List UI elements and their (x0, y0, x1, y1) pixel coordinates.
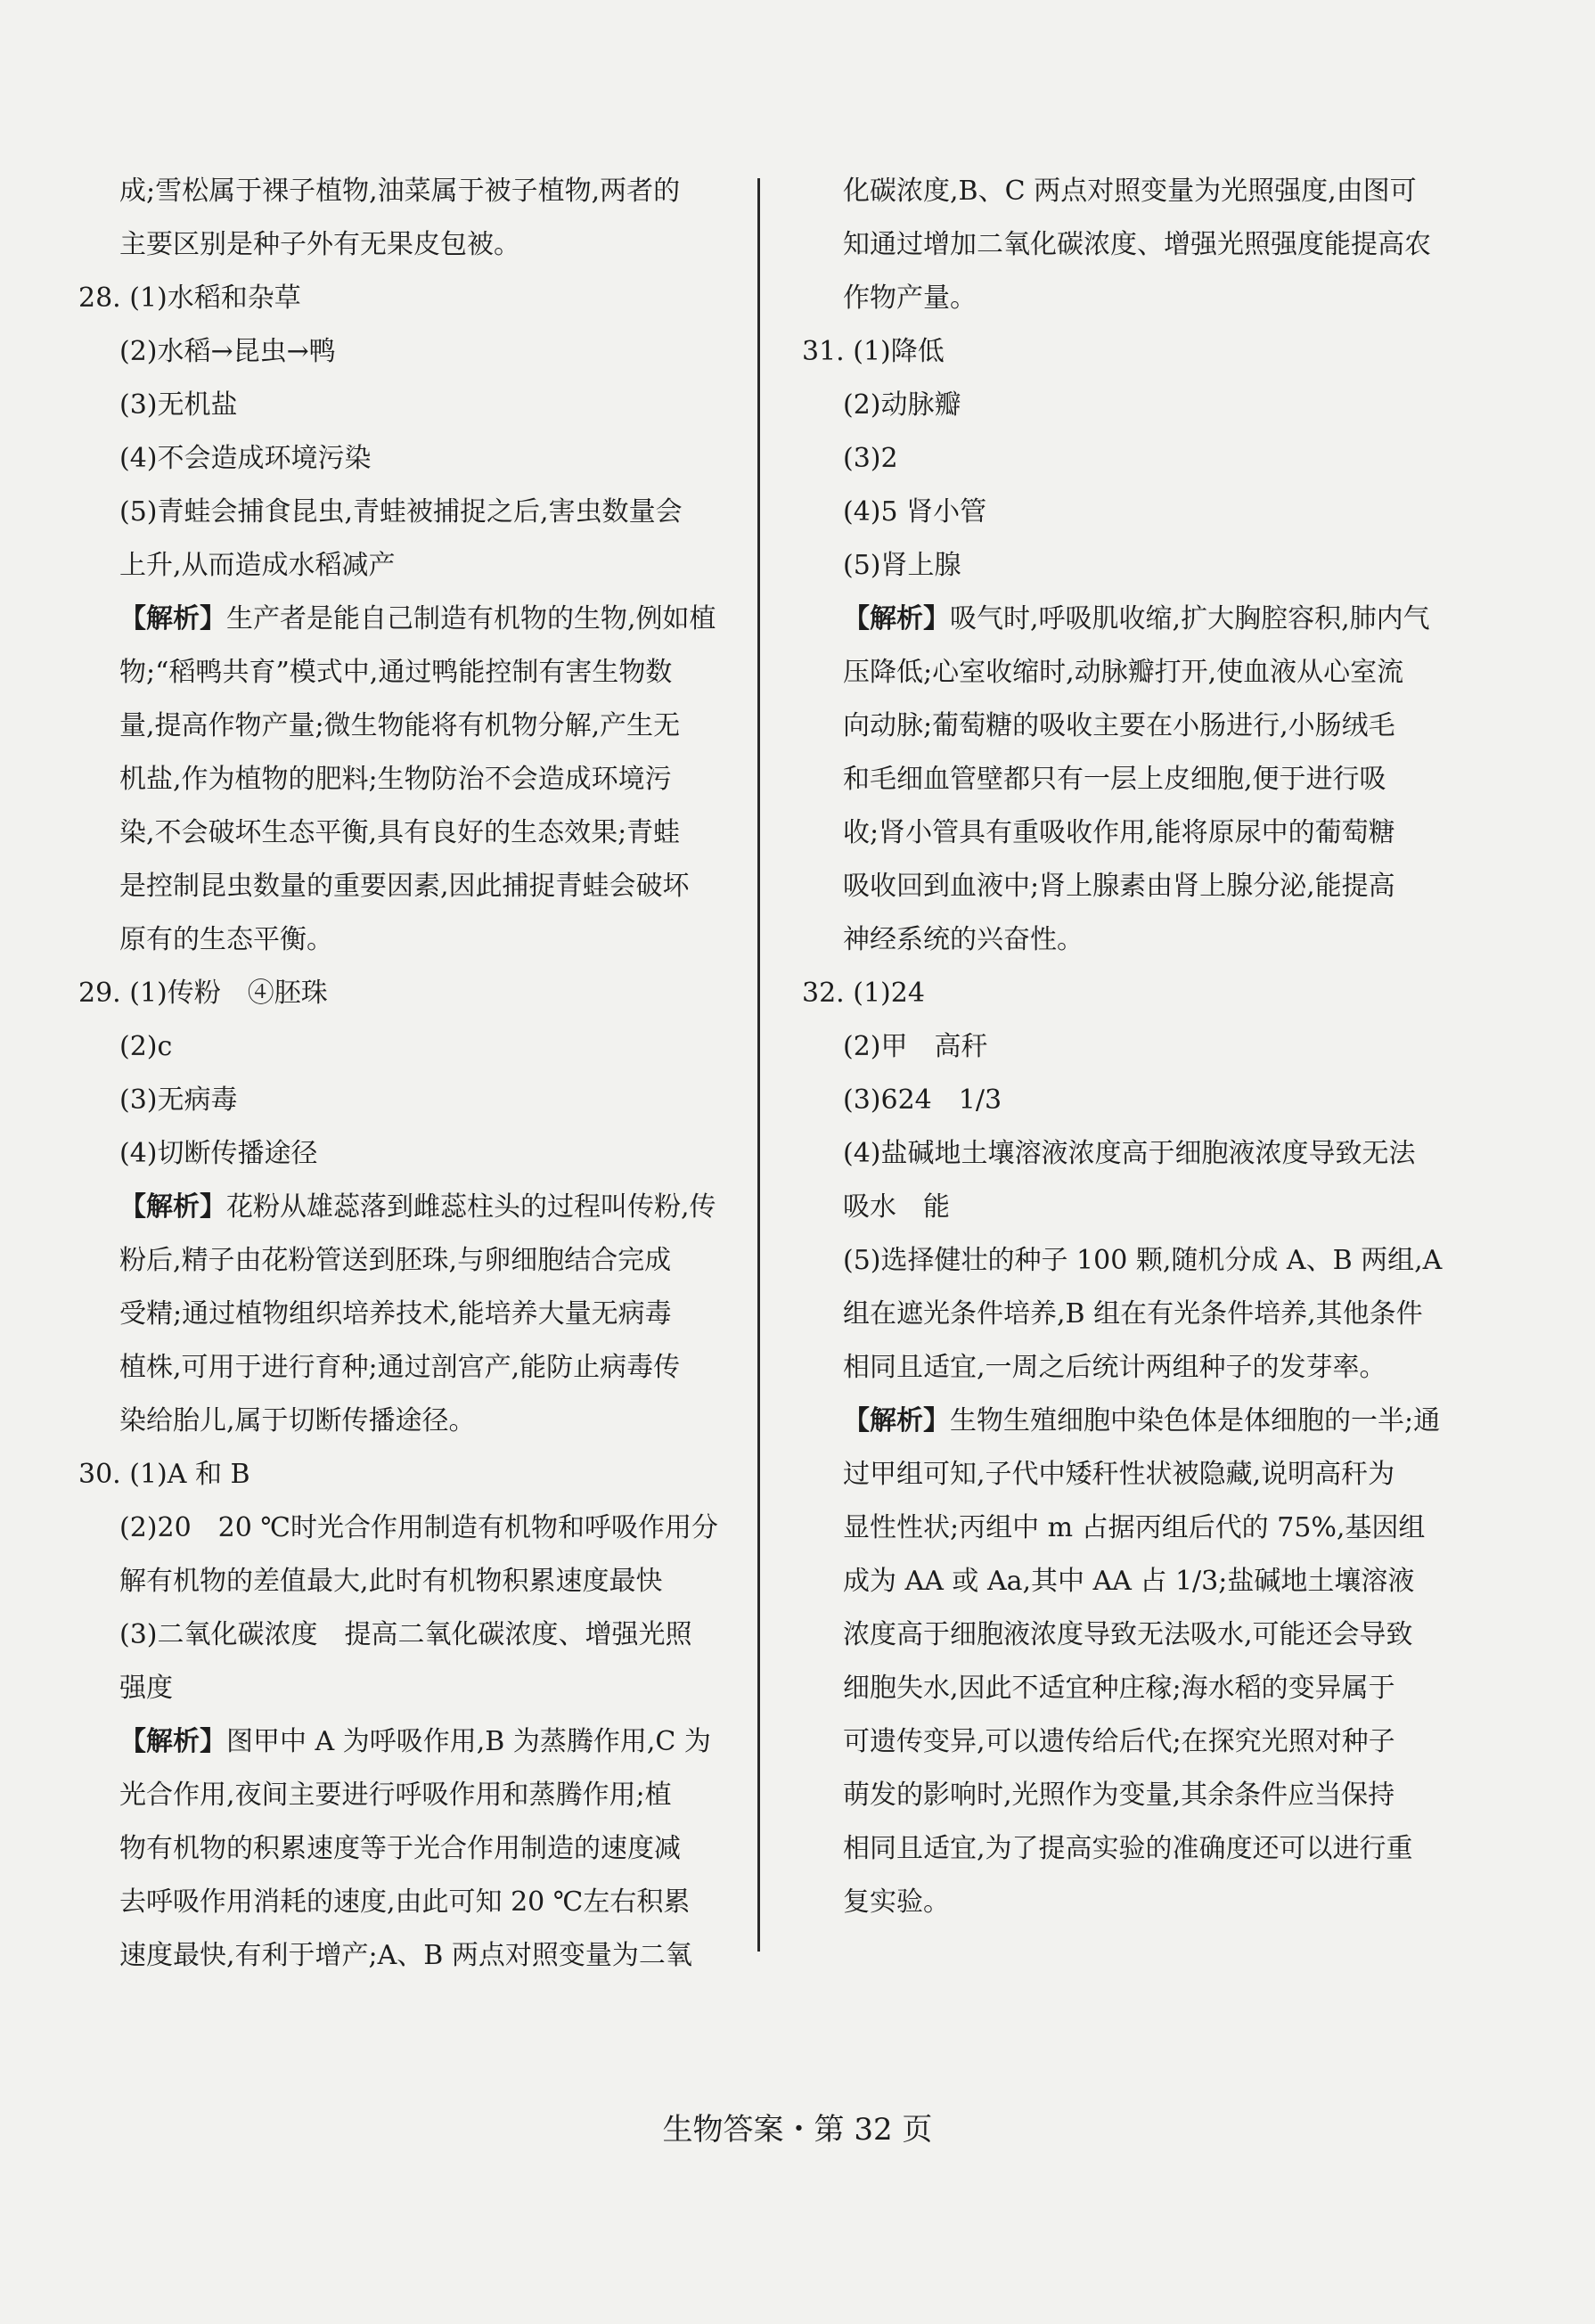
text-line (78, 1341, 738, 1395)
text-line (78, 1769, 738, 1822)
text-line (802, 1822, 1444, 1876)
text-line (802, 165, 1444, 218)
line-text: (3)二氧化碳浓度 提高二氧化碳浓度、增强光照 (119, 1619, 692, 1650)
text-line (78, 1715, 738, 1769)
text-line (78, 1234, 738, 1288)
line-text: 29. (1)传粉 ④胚珠 (78, 978, 328, 1009)
line-text: 32. (1)24 (802, 978, 925, 1009)
line-text: 原有的生态平衡。 (119, 924, 333, 955)
text-line (802, 325, 1444, 379)
line-text: (4)切断传播途径 (119, 1138, 318, 1169)
text-line (78, 753, 738, 806)
line-text: (4)不会造成环境污染 (119, 443, 372, 474)
column-divider (757, 178, 760, 1952)
text-line (802, 1715, 1444, 1769)
text-line (78, 325, 738, 379)
text-line (802, 1234, 1444, 1288)
line-text: (5)肾上腺 (843, 550, 961, 581)
line-text: 植株,可用于进行育种;通过剖宫产,能防止病毒传 (119, 1352, 681, 1383)
text-line (78, 646, 738, 700)
text-line (802, 1662, 1444, 1715)
text-line (78, 1555, 738, 1608)
line-text: (2)甲 高秆 (843, 1031, 988, 1062)
line-text: 收;肾小管具有重吸收作用,能将原尿中的葡萄糖 (843, 817, 1395, 848)
line-text: (5)青蛙会捕食昆虫,青蛙被捕捉之后,害虫数量会 (119, 496, 683, 528)
analysis-tag: 【解析】 (843, 603, 950, 634)
text-line (802, 1769, 1444, 1822)
line-text: 主要区别是种子外有无果皮包被。 (119, 229, 520, 260)
text-line (802, 379, 1444, 432)
line-text: 去呼吸作用消耗的速度,由此可知 20 ℃左右积累 (119, 1886, 691, 1918)
line-text: (5)选择健壮的种子 100 颗,随机分成 A、B 两组,A (843, 1245, 1443, 1276)
text-line (802, 539, 1444, 593)
text-line (802, 1341, 1444, 1395)
text-line (78, 593, 738, 646)
line-text: 萌发的影响时,光照作为变量,其余条件应当保持 (843, 1780, 1395, 1811)
left-column (78, 165, 738, 1983)
right-column (802, 165, 1444, 1929)
line-text: 成为 AA 或 Aa,其中 AA 占 1/3;盐碱地土壤溶液 (843, 1566, 1415, 1597)
analysis-tag: 【解析】 (119, 603, 226, 634)
line-text: 31. (1)降低 (802, 336, 945, 367)
line-text: (3)无病毒 (119, 1084, 238, 1116)
line-text: 28. (1)水稻和杂草 (78, 282, 301, 314)
text-line (802, 700, 1444, 753)
text-line (78, 1127, 738, 1181)
line-text: 成;雪松属于裸子植物,油菜属于被子植物,两者的 (119, 176, 681, 207)
line-text: 压降低;心室收缩时,动脉瓣打开,使血液从心室流 (843, 657, 1404, 688)
line-text: (2)20 20 ℃时光合作用制造有机物和呼吸作用分 (119, 1512, 718, 1543)
text-line (78, 379, 738, 432)
line-text: 光合作用,夜间主要进行呼吸作用和蒸腾作用;植 (119, 1780, 672, 1811)
text-line (802, 967, 1444, 1020)
text-line (78, 967, 738, 1020)
line-text: (3)624 1/3 (843, 1084, 1002, 1116)
text-line (802, 1876, 1444, 1929)
line-text: 图甲中 A 为呼吸作用,B 为蒸腾作用,C 为 (226, 1726, 711, 1757)
text-line (802, 1181, 1444, 1234)
line-text: 速度最快,有利于增产;A、B 两点对照变量为二氧 (119, 1940, 692, 1971)
text-line (78, 700, 738, 753)
line-text: 吸收回到血液中;肾上腺素由肾上腺分泌,能提高 (843, 871, 1395, 902)
line-text: 和毛细血管壁都只有一层上皮细胞,便于进行吸 (843, 764, 1386, 795)
text-line (78, 272, 738, 325)
line-text: (3)2 (843, 443, 898, 474)
text-line (802, 272, 1444, 325)
text-line (802, 486, 1444, 539)
text-line (802, 913, 1444, 967)
line-text: 细胞失水,因此不适宜种庄稼;海水稻的变异属于 (843, 1673, 1395, 1704)
line-text: (2)c (119, 1031, 173, 1062)
line-text: 向动脉;葡萄糖的吸收主要在小肠进行,小肠绒毛 (843, 710, 1395, 741)
text-line (78, 1502, 738, 1555)
text-line (78, 1288, 738, 1341)
text-line (78, 539, 738, 593)
line-text: 相同且适宜,一周之后统计两组种子的发芽率。 (843, 1352, 1386, 1383)
line-text: 组在遮光条件培养,B 组在有光条件培养,其他条件 (843, 1298, 1423, 1330)
line-text: 强度 (119, 1673, 173, 1704)
text-line (802, 218, 1444, 272)
line-text: (4)盐碱地土壤溶液浓度高于细胞液浓度导致无法 (843, 1138, 1416, 1169)
text-line (802, 646, 1444, 700)
line-text: 解有机物的差值最大,此时有机物积累速度最快 (119, 1566, 663, 1597)
text-line (78, 432, 738, 486)
line-text: 显性性状;丙组中 m 占据丙组后代的 75%,基因组 (843, 1512, 1426, 1543)
line-text: 染,不会破坏生态平衡,具有良好的生态效果;青蛙 (119, 817, 681, 848)
line-text: (2)水稻→昆虫→鸭 (119, 336, 336, 367)
text-line (802, 1074, 1444, 1127)
text-line (802, 860, 1444, 913)
text-line (802, 1020, 1444, 1074)
analysis-tag: 【解析】 (119, 1191, 226, 1223)
analysis-tag: 【解析】 (843, 1405, 950, 1436)
line-text: 30. (1)A 和 B (78, 1459, 250, 1490)
text-line (78, 1822, 738, 1876)
text-line (802, 1608, 1444, 1662)
text-line (802, 1448, 1444, 1502)
analysis-tag: 【解析】 (119, 1726, 226, 1757)
line-text: 受精;通过植物组织培养技术,能培养大量无病毒 (119, 1298, 672, 1330)
line-text: 过甲组可知,子代中矮秆性状被隐藏,说明高秆为 (843, 1459, 1395, 1490)
line-text: 是控制昆虫数量的重要因素,因此捕捉青蛙会破坏 (119, 871, 690, 902)
text-line (78, 1395, 738, 1448)
text-line (802, 1127, 1444, 1181)
text-line (802, 1502, 1444, 1555)
text-line (802, 593, 1444, 646)
line-text: (3)无机盐 (119, 389, 238, 421)
line-text: 可遗传变异,可以遗传给后代;在探究光照对种子 (843, 1726, 1395, 1757)
line-text: 吸水 能 (843, 1191, 950, 1223)
text-line (78, 1876, 738, 1929)
text-line (78, 1074, 738, 1127)
line-text: 花粉从雄蕊落到雌蕊柱头的过程叫传粉,传 (226, 1191, 716, 1223)
text-line (78, 1608, 738, 1662)
line-text: (2)动脉瓣 (843, 389, 961, 421)
line-text: 浓度高于细胞液浓度导致无法吸水,可能还会导致 (843, 1619, 1413, 1650)
line-text: 作物产量。 (843, 282, 977, 314)
text-line (78, 165, 738, 218)
line-text: 上升,从而造成水稻减产 (119, 550, 396, 581)
line-text: 相同且适宜,为了提高实验的准确度还可以进行重 (843, 1833, 1413, 1864)
text-line (802, 1555, 1444, 1608)
text-line (78, 486, 738, 539)
text-line (802, 1395, 1444, 1448)
text-line (78, 1181, 738, 1234)
line-text: 机盐,作为植物的肥料;生物防治不会造成环境污 (119, 764, 672, 795)
line-text: 化碳浓度,B、C 两点对照变量为光照强度,由图可 (843, 176, 1417, 207)
line-text: 物;“稻鸭共育”模式中,通过鸭能控制有害生物数 (119, 657, 673, 688)
line-text: (4)5 肾小管 (843, 496, 987, 528)
line-text: 物有机物的积累速度等于光合作用制造的速度减 (119, 1833, 681, 1864)
text-line (78, 860, 738, 913)
line-text: 生产者是能自己制造有机物的生物,例如植 (226, 603, 716, 634)
text-line (802, 753, 1444, 806)
line-text: 粉后,精子由花粉管送到胚珠,与卵细胞结合完成 (119, 1245, 672, 1276)
text-line (78, 1662, 738, 1715)
line-text: 知通过增加二氧化碳浓度、增强光照强度能提高农 (843, 229, 1431, 260)
text-line (78, 806, 738, 860)
line-text: 染给胎儿,属于切断传播途径。 (119, 1405, 476, 1436)
text-line (78, 1929, 738, 1983)
text-line (78, 218, 738, 272)
text-line (78, 1448, 738, 1502)
text-line (802, 432, 1444, 486)
text-line (802, 806, 1444, 860)
line-text: 神经系统的兴奋性。 (843, 924, 1084, 955)
text-line (78, 1020, 738, 1074)
text-line (802, 1288, 1444, 1341)
line-text: 复实验。 (843, 1886, 950, 1918)
text-line (78, 913, 738, 967)
line-text: 吸气时,呼吸肌收缩,扩大胸腔容积,肺内气 (950, 603, 1430, 634)
page-footer: 生物答案・第 32 页 (662, 2112, 933, 2148)
line-text: 量,提高作物产量;微生物能将有机物分解,产生无 (119, 710, 681, 741)
line-text: 生物生殖细胞中染色体是体细胞的一半;通 (950, 1405, 1441, 1436)
